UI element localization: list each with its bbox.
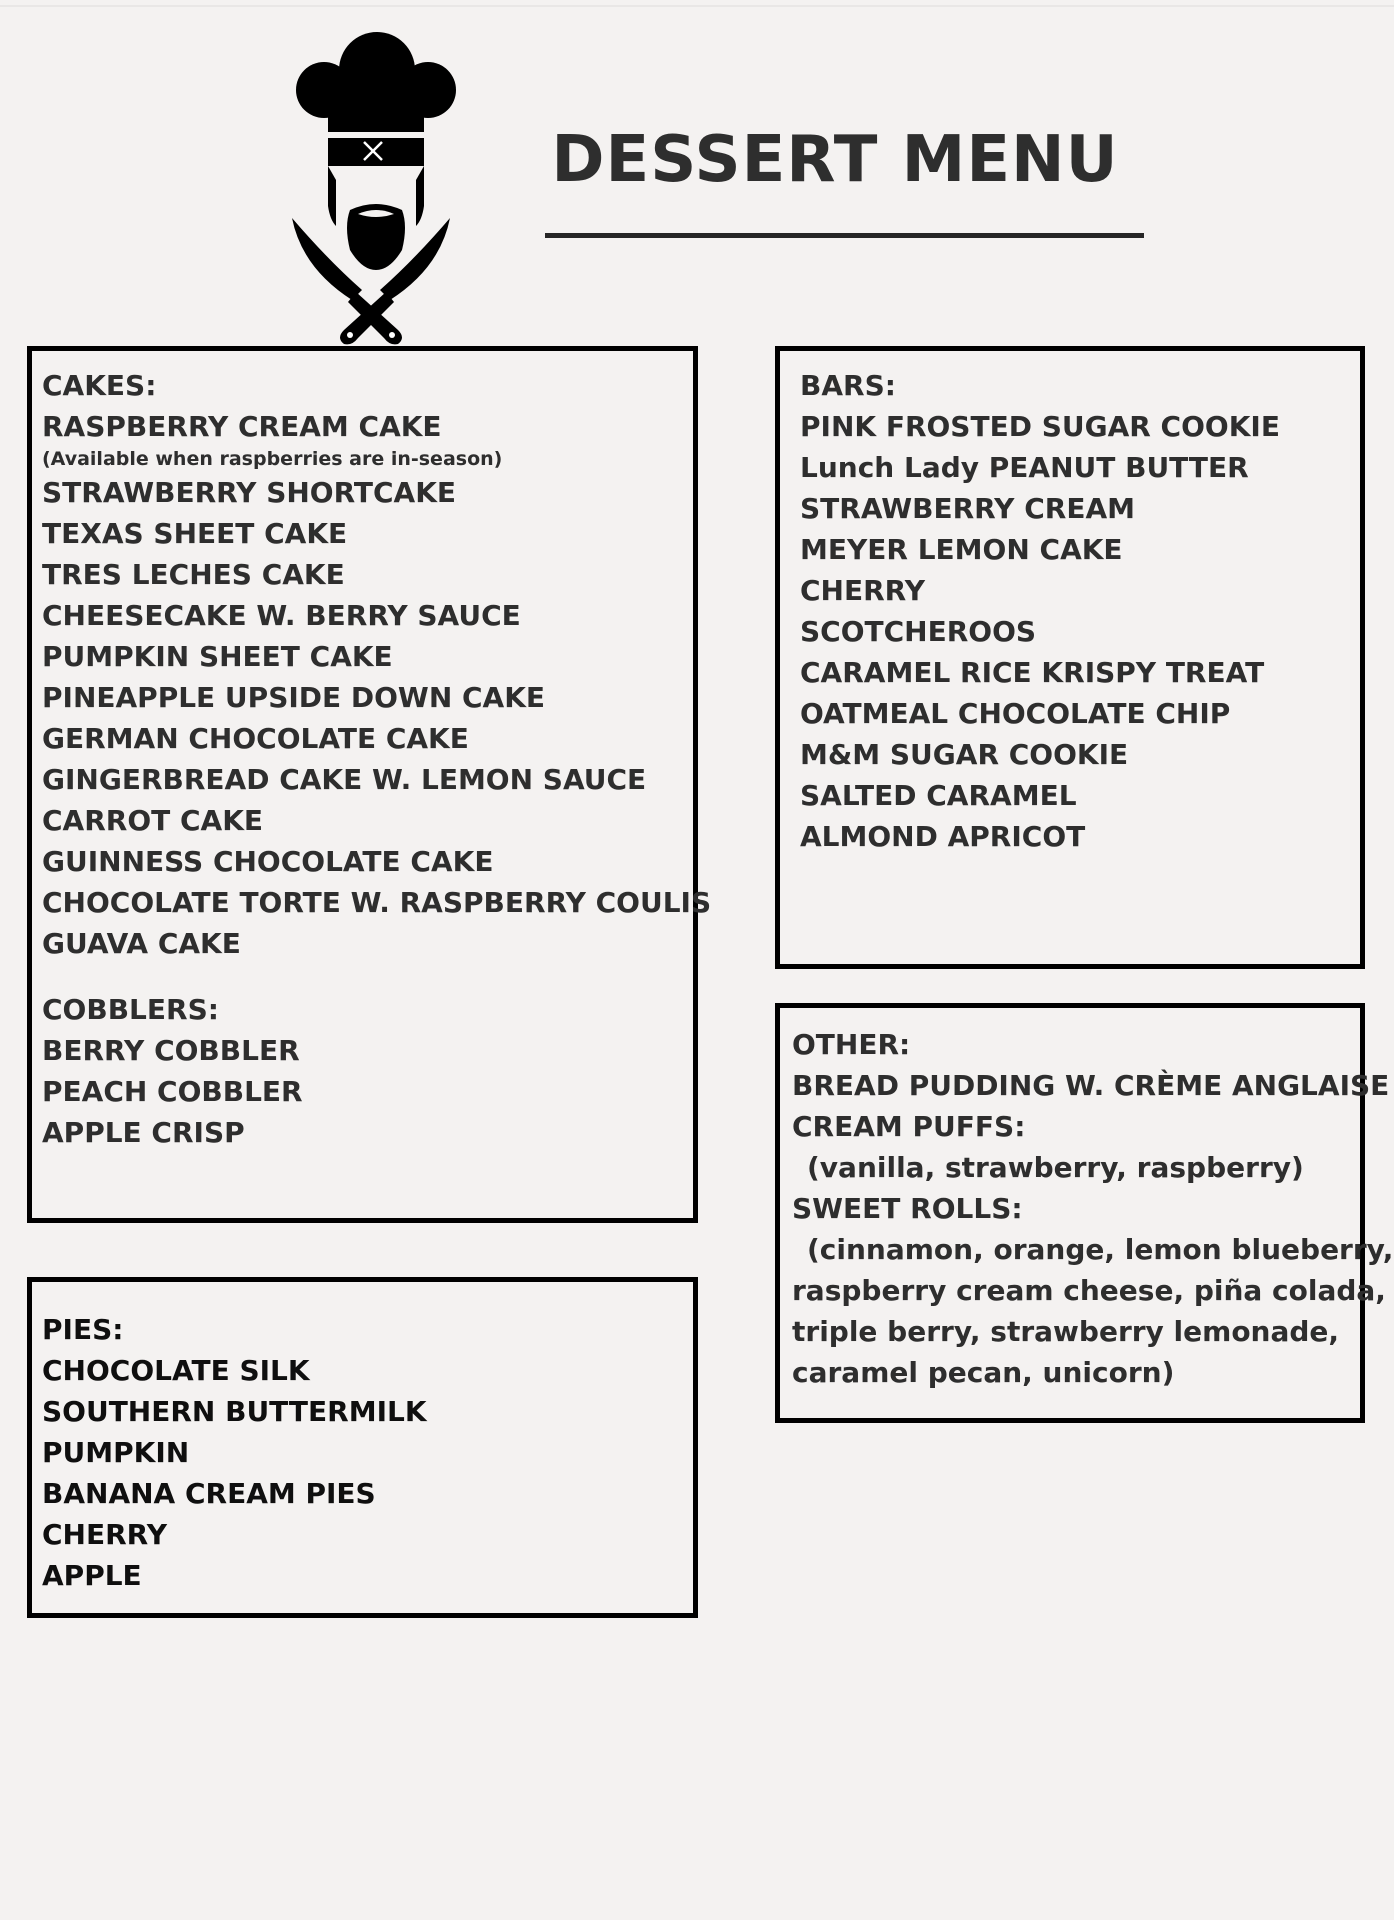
- bar-item: Lunch Lady PEANUT BUTTER: [800, 451, 1249, 484]
- pie-item: APPLE: [42, 1559, 142, 1592]
- cake-item: PINEAPPLE UPSIDE DOWN CAKE: [42, 681, 546, 714]
- pie-item: CHOCOLATE SILK: [42, 1354, 310, 1387]
- bar-item: OATMEAL CHOCOLATE CHIP: [800, 697, 1231, 730]
- cake-item: GUAVA CAKE: [42, 927, 241, 960]
- bar-item: SALTED CARAMEL: [800, 779, 1077, 812]
- cobbler-item: BERRY COBBLER: [42, 1034, 300, 1067]
- sweet-rolls-flavors: caramel pecan, unicorn): [792, 1356, 1175, 1389]
- cake-item: CARROT CAKE: [42, 804, 264, 837]
- bar-item: CARAMEL RICE KRISPY TREAT: [800, 656, 1265, 689]
- section-gap: [42, 964, 693, 989]
- availability-note: (Available when raspberries are in-season): [42, 448, 503, 470]
- bars-heading: BARS:: [800, 369, 896, 402]
- cakes-heading: CAKES:: [42, 369, 157, 402]
- bar-item: STRAWBERRY CREAM: [800, 492, 1135, 525]
- cake-item: GUINNESS CHOCOLATE CAKE: [42, 845, 494, 878]
- cake-item: CHEESECAKE W. BERRY SAUCE: [42, 599, 521, 632]
- chef-knives-logo: [292, 30, 462, 345]
- other-item-cream-puffs: CREAM PUFFS:: [792, 1110, 1026, 1143]
- sweet-rolls-flavors: triple berry, strawberry lemonade,: [792, 1315, 1340, 1348]
- cobbler-item: APPLE CRISP: [42, 1116, 245, 1149]
- bars-section: [775, 346, 1365, 969]
- other-section: [775, 1003, 1394, 1423]
- bar-item: SCOTCHEROOS: [800, 615, 1037, 648]
- cobbler-item: PEACH COBBLER: [42, 1075, 303, 1108]
- other-heading: OTHER:: [792, 1028, 911, 1061]
- page-title: DESSERT MENU: [551, 123, 1119, 197]
- cake-item: CHOCOLATE TORTE W. RASPBERRY COULIS: [42, 886, 712, 919]
- pie-item: BANANA CREAM PIES: [42, 1477, 376, 1510]
- sweet-rolls-flavors: raspberry cream cheese, piña colada,: [792, 1274, 1386, 1307]
- pie-item: PUMPKIN: [42, 1436, 190, 1469]
- cobblers-heading: COBBLERS:: [42, 993, 219, 1026]
- cake-item: TEXAS SHEET CAKE: [42, 517, 348, 550]
- pie-item: CHERRY: [42, 1518, 167, 1551]
- pies-heading: PIES:: [42, 1313, 124, 1346]
- bar-item: M&M SUGAR COOKIE: [800, 738, 1129, 771]
- cakes-cobblers-section: [27, 346, 712, 1223]
- cake-item: RASPBERRY CREAM CAKE: [42, 410, 442, 443]
- cake-item: PUMPKIN SHEET CAKE: [42, 640, 393, 673]
- bar-item: PINK FROSTED SUGAR COOKIE: [800, 410, 1280, 443]
- cake-item: TRES LECHES CAKE: [42, 558, 345, 591]
- cake-item: STRAWBERRY SHORTCAKE: [42, 476, 457, 509]
- other-item-bread-pudding: BREAD PUDDING W. CRÈME ANGLAISE: [792, 1069, 1390, 1102]
- cream-puffs-flavors: (vanilla, strawberry, raspberry): [807, 1151, 1304, 1184]
- bar-item: ALMOND APRICOT: [800, 820, 1086, 853]
- top-divider: [0, 5, 1394, 7]
- bar-item: CHERRY: [800, 574, 925, 607]
- other-item-sweet-rolls: SWEET ROLLS:: [792, 1192, 1023, 1225]
- sweet-rolls-flavors: (cinnamon, orange, lemon blueberry,: [807, 1233, 1394, 1266]
- cake-item: GINGERBREAD CAKE W. LEMON SAUCE: [42, 763, 647, 796]
- title-underline: [545, 233, 1144, 238]
- bar-item: MEYER LEMON CAKE: [800, 533, 1123, 566]
- cake-item: GERMAN CHOCOLATE CAKE: [42, 722, 469, 755]
- pies-section: [27, 1277, 698, 1618]
- pie-item: SOUTHERN BUTTERMILK: [42, 1395, 427, 1428]
